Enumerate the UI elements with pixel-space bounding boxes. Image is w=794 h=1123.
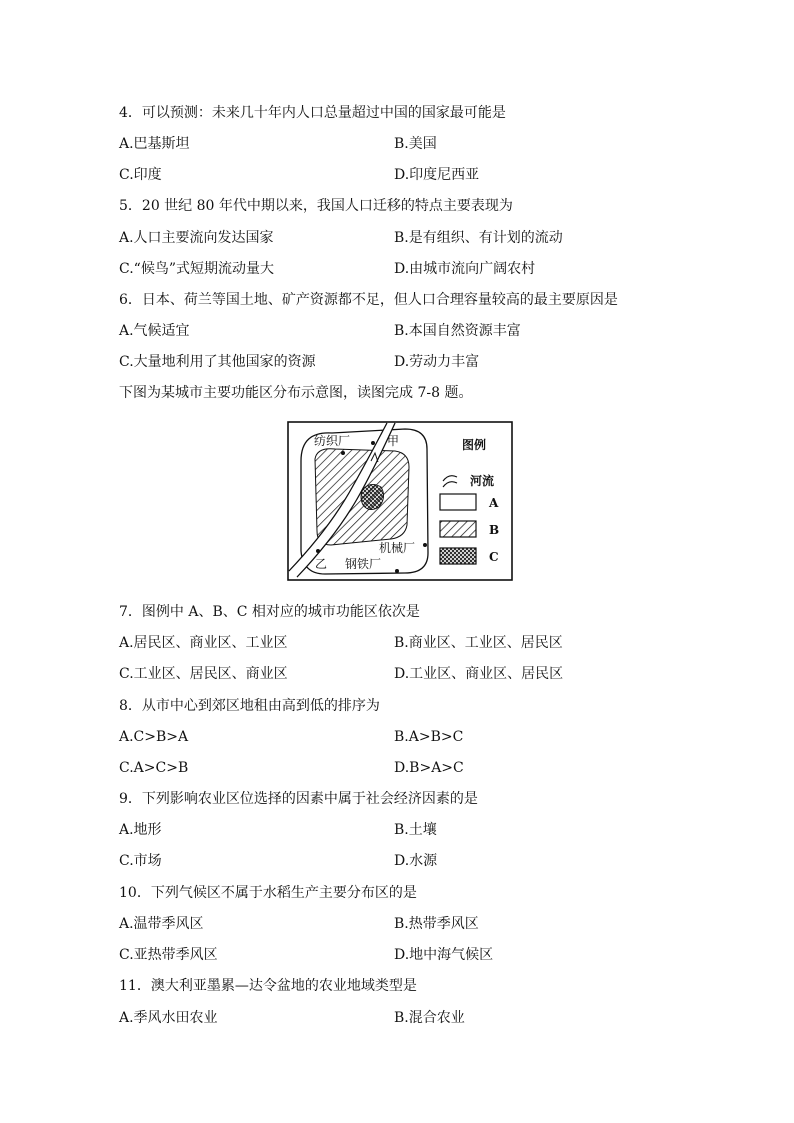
question-4-option-b: B.美国 — [394, 136, 437, 152]
question-5-option-d: D.由城市流向广阔农村 — [394, 261, 536, 277]
question-10-stem: 10．下列气候区不属于水稻生产主要分布区的是 — [119, 885, 417, 901]
question-11-stem: 11．澳大利亚墨累—达令盆地的农业地域类型是 — [119, 978, 417, 994]
question-4-option-a: A.巴基斯坦 — [119, 136, 190, 152]
question-4-option-c: C.印度 — [119, 167, 162, 183]
question-5-stem: 5．20 世纪 80 年代中期以来，我国人口迁移的特点主要表现为 — [119, 198, 513, 214]
yi-label: 乙 — [315, 557, 328, 571]
question-7-option-c: C.工业区、居民区、商业区 — [119, 666, 288, 682]
figure-intro: 下图为某城市主要功能区分布示意图，读图完成 7-8 题。 — [119, 385, 473, 401]
question-10-option-b: B.热带季风区 — [394, 916, 479, 932]
legend-c-label: C — [489, 550, 499, 564]
question-8-option-d: D.B>A>C — [394, 760, 464, 776]
question-8-option-a: A.C>B>A — [119, 729, 189, 745]
legend-a-swatch — [440, 494, 476, 510]
jia-label: 甲 — [387, 434, 400, 448]
question-6-stem: 6．日本、荷兰等国土地、矿产资源都不足，但人口合理容量较高的最主要原因是 — [119, 292, 618, 308]
textile-factory-label: 纺织厂 — [314, 434, 351, 448]
question-11-option-a: A.季风水田农业 — [119, 1010, 218, 1026]
steel-factory-point — [395, 569, 399, 573]
question-9-stem: 9．下列影响农业区位选择的因素中属于社会经济因素的是 — [119, 791, 478, 807]
jia-point — [371, 441, 375, 445]
yi-point — [316, 549, 320, 553]
question-9-option-b: B.土壤 — [394, 822, 437, 838]
question-9-option-a: A.地形 — [119, 822, 162, 838]
machinery-factory-label: 机械厂 — [379, 541, 416, 555]
question-7-option-a: A.居民区、商业区、工业区 — [119, 635, 288, 651]
question-8-option-b: B.A>B>C — [394, 729, 464, 745]
textile-factory-point — [341, 451, 345, 455]
zone-c-area — [361, 484, 384, 509]
question-5-option-b: B.是有组织、有计划的流动 — [394, 230, 563, 246]
question-8-stem: 8．从市中心到郊区地租由高到低的排序为 — [119, 698, 380, 714]
question-11-option-b: B.混合农业 — [394, 1010, 465, 1026]
city-function-zone-map — [287, 421, 513, 581]
question-4-option-d: D.印度尼西亚 — [394, 167, 480, 183]
machinery-factory-point — [423, 543, 427, 547]
question-10-option-a: A.温带季风区 — [119, 916, 204, 932]
question-8-option-c: C.A>C>B — [119, 760, 189, 776]
question-10-option-c: C.亚热带季风区 — [119, 947, 218, 963]
legend-b-swatch — [440, 521, 476, 537]
legend-b-label: B — [489, 523, 500, 537]
question-5-option-c: C.“候鸟”式短期流动量大 — [119, 261, 274, 277]
question-6-option-c: C.大量地利用了其他国家的资源 — [119, 354, 316, 370]
legend-a-label: A — [489, 496, 499, 510]
question-7-stem: 7．图例中 A、B、C 相对应的城市功能区依次是 — [119, 604, 420, 620]
question-9-option-c: C.市场 — [119, 853, 162, 869]
question-4-stem: 4．可以预测：未来几十年内人口总量超过中国的国家最可能是 — [119, 105, 506, 121]
legend-river-label: 河流 — [470, 474, 495, 488]
question-7-option-d: D.工业区、商业区、居民区 — [394, 666, 564, 682]
question-9-option-d: D.水源 — [394, 853, 438, 869]
question-6-option-d: D.劳动力丰富 — [394, 354, 480, 370]
question-5-option-a: A.人口主要流向发达国家 — [119, 230, 274, 246]
question-7-option-b: B.商业区、工业区、居民区 — [394, 635, 563, 651]
steel-factory-label: 钢铁厂 — [345, 557, 382, 571]
legend-c-swatch — [440, 548, 476, 564]
legend-title: 图例 — [462, 438, 487, 452]
question-6-option-a: A.气候适宜 — [119, 323, 190, 339]
question-6-option-b: B.本国自然资源丰富 — [394, 323, 521, 339]
question-10-option-d: D.地中海气候区 — [394, 947, 494, 963]
